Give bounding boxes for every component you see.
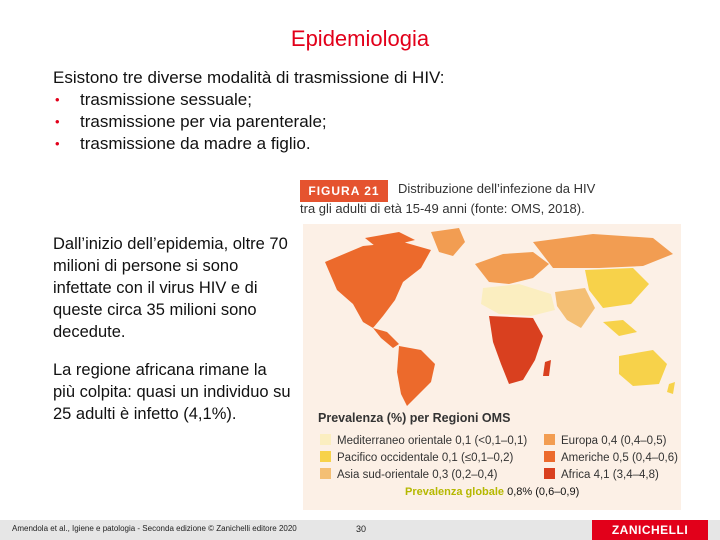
legend-label: Europa 0,4 (0,4–0,5) (561, 435, 667, 447)
list-item-text: trasmissione per via parenterale; (80, 112, 327, 131)
bullet-icon: • (55, 136, 60, 151)
figure-legend (318, 411, 680, 425)
list-item (53, 89, 327, 111)
world-map-image (303, 224, 681, 410)
epidemic-paragraph: Dall’inizio dell’epidemia, oltre 70 milioni di persone si sono infettate con il virus HIV e di queste circa 35 milioni sono decedute. (53, 235, 288, 341)
slide-title: Epidemiologia (290, 26, 430, 51)
legend-item (544, 451, 678, 464)
figure-caption-line2: tra gli adulti di età 15-49 anni (fonte: OMS, 2018). (300, 201, 585, 216)
footer-citation: Amendola et al., Igiene e patologia - Seconda edizione © Zanichelli editore 2020 (12, 524, 297, 533)
legend-item (320, 434, 527, 447)
intro-text: Esistono tre diverse modalità di trasmissione di HIV: (53, 68, 445, 87)
legend-swatch (544, 468, 555, 479)
legend-label: Asia sud-orientale 0,3 (0,2–0,4) (337, 469, 498, 481)
global-prevalence-label: Prevalenza globale (405, 486, 505, 498)
zanichelli-logo: ZANICHELLI (592, 520, 708, 540)
footer-bar (0, 520, 720, 540)
legend-swatch (320, 468, 331, 479)
legend-item (320, 451, 513, 464)
list-item-text: trasmissione sessuale; (80, 90, 252, 109)
legend-swatch (320, 451, 331, 462)
legend-label: Pacifico occidentale 0,1 (≤0,1–0,2) (337, 452, 514, 464)
legend-label: Africa 4,1 (3,4–4,8) (561, 469, 659, 481)
figure-tag: FIGURA 21 (300, 180, 388, 202)
legend-title: Prevalenza (%) per Regioni OMS (318, 411, 511, 425)
list-item (53, 133, 327, 155)
bullet-icon: • (55, 114, 60, 129)
legend-item (320, 468, 497, 481)
bullet-icon: • (55, 92, 60, 107)
global-prevalence (405, 486, 579, 498)
global-prevalence-value: 0,8% (0,6–0,9) (507, 486, 580, 498)
legend-item (544, 434, 667, 447)
legend-label: Americhe 0,5 (0,4–0,6) (561, 452, 678, 464)
transmission-list (53, 89, 327, 155)
legend-swatch (544, 451, 555, 462)
figure-caption-line1: Distribuzione dell’infezione da HIV (398, 181, 596, 196)
legend-swatch (320, 434, 331, 445)
page-number: 30 (356, 524, 367, 534)
figure-caption (300, 180, 680, 218)
list-item-text: trasmissione da madre a figlio. (80, 134, 311, 153)
legend-label: Mediterraneo orientale 0,1 (<0,1–0,1) (337, 435, 528, 447)
africa-paragraph: La regione africana rimane la più colpita: quasi un individuo su 25 adulti è infetto (4,1%). (53, 361, 291, 423)
legend-swatch (544, 434, 555, 445)
list-item (53, 111, 327, 133)
legend-item (544, 468, 659, 481)
